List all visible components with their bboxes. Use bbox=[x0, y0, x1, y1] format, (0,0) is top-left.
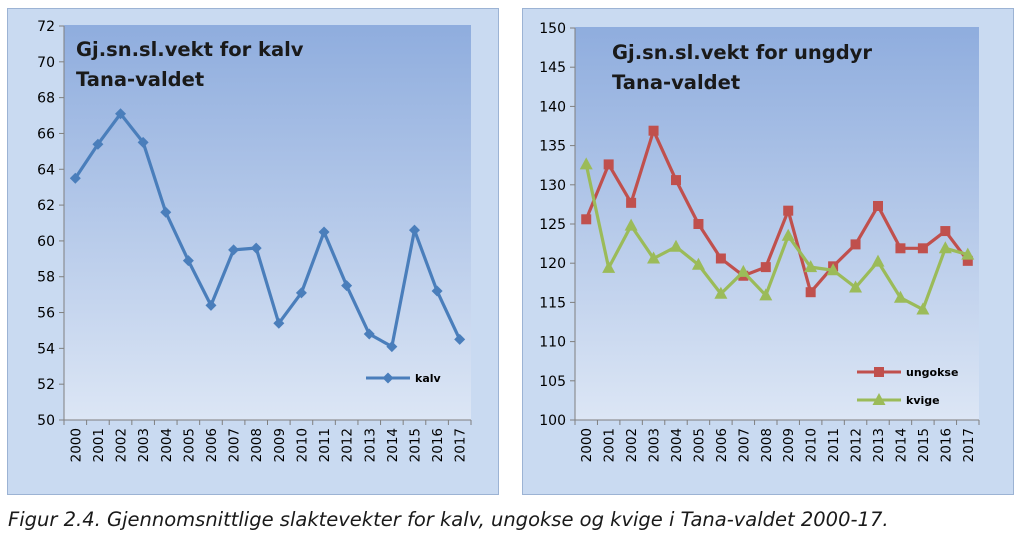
ungdyr-x-tick-label: 2015 bbox=[915, 428, 932, 463]
kalv-x-tick-label: 2014 bbox=[384, 428, 401, 463]
kalv-x-tick-label: 2005 bbox=[181, 428, 198, 463]
kalv-x-tick-label: 2013 bbox=[362, 428, 379, 463]
ungdyr-point-ungokse bbox=[604, 159, 614, 169]
kalv-x-tick-label: 2004 bbox=[158, 428, 175, 463]
kalv-x-tick-label: 2017 bbox=[452, 428, 469, 463]
kalv-x-tick-label: 2010 bbox=[294, 428, 311, 463]
ungdyr-point-ungokse bbox=[895, 243, 905, 253]
ungdyr-y-tick-label: 105 bbox=[539, 373, 566, 390]
chart-panel-ungdyr bbox=[522, 8, 1014, 495]
figure-caption: Figur 2.4. Gjennomsnittlige slaktevekter for kalv, ungokse og kvige i Tana-valdet 2000-17. bbox=[8, 508, 889, 531]
ungdyr-point-ungokse bbox=[626, 198, 636, 208]
ungdyr-x-tick-label: 2014 bbox=[893, 428, 910, 463]
kalv-x-tick-label: 2012 bbox=[339, 428, 356, 463]
ungdyr-y-tick-label: 130 bbox=[539, 177, 566, 194]
ungdyr-y-tick-label: 140 bbox=[539, 99, 566, 116]
ungdyr-x-tick-label: 2017 bbox=[960, 428, 977, 463]
ungdyr-x-tick-label: 2013 bbox=[871, 428, 887, 463]
ungdyr-x-tick-label: 2004 bbox=[669, 428, 685, 463]
kalv-y-tick-label: 72 bbox=[37, 19, 55, 35]
ungdyr-point-ungokse bbox=[806, 287, 816, 297]
ungdyr-x-tick-label: 2006 bbox=[713, 428, 730, 463]
chart-ungdyr bbox=[523, 9, 1015, 496]
ungdyr-point-ungokse bbox=[761, 262, 771, 272]
kalv-x-tick-label: 2006 bbox=[203, 428, 220, 463]
ungdyr-legend-marker-ungokse bbox=[874, 367, 884, 377]
kalv-x-tick-label: 2002 bbox=[113, 428, 130, 463]
kalv-x-tick-label: 2008 bbox=[249, 428, 266, 463]
kalv-y-tick-label: 52 bbox=[37, 377, 55, 394]
kalv-y-tick-label: 60 bbox=[37, 233, 55, 250]
ungdyr-y-tick-label: 150 bbox=[539, 21, 566, 37]
ungdyr-y-tick-label: 120 bbox=[539, 256, 566, 273]
ungdyr-x-tick-label: 2007 bbox=[736, 428, 753, 463]
kalv-x-tick-label: 2003 bbox=[136, 428, 153, 463]
ungdyr-x-tick-label: 2008 bbox=[758, 428, 775, 463]
kalv-x-tick-label: 2007 bbox=[226, 428, 243, 463]
ungdyr-point-ungokse bbox=[918, 243, 928, 253]
kalv-y-tick-label: 58 bbox=[37, 269, 55, 286]
ungdyr-x-tick-label: 2010 bbox=[803, 428, 820, 463]
kalv-title-line: Tana-valdet bbox=[76, 68, 205, 91]
kalv-legend-label-kalv: kalv bbox=[415, 372, 441, 385]
ungdyr-x-tick-label: 2003 bbox=[646, 428, 663, 463]
chart-kalv bbox=[8, 9, 500, 496]
ungdyr-legend-label-kvige: kvige bbox=[906, 394, 940, 407]
kalv-y-tick-label: 54 bbox=[37, 341, 55, 358]
ungdyr-y-tick-label: 125 bbox=[539, 217, 566, 233]
ungdyr-legend-label-ungokse: ungokse bbox=[906, 366, 959, 379]
ungdyr-point-ungokse bbox=[873, 201, 883, 211]
ungdyr-title-line: Gj.sn.sl.vekt for ungdyr bbox=[612, 41, 873, 64]
ungdyr-point-ungokse bbox=[716, 253, 726, 263]
kalv-y-tick-label: 50 bbox=[37, 413, 55, 429]
ungdyr-point-ungokse bbox=[693, 219, 703, 229]
kalv-y-tick-label: 64 bbox=[37, 162, 55, 179]
ungdyr-point-ungokse bbox=[940, 226, 950, 236]
kalv-y-tick-label: 62 bbox=[37, 198, 55, 215]
kalv-y-tick-label: 66 bbox=[37, 126, 55, 143]
ungdyr-x-tick-label: 2011 bbox=[826, 428, 843, 463]
kalv-x-tick-label: 2011 bbox=[317, 428, 334, 463]
ungdyr-y-tick-label: 145 bbox=[539, 60, 566, 77]
ungdyr-point-ungokse bbox=[581, 214, 591, 224]
ungdyr-x-tick-label: 2012 bbox=[848, 428, 865, 463]
kalv-x-tick-label: 2001 bbox=[90, 428, 107, 463]
kalv-title-line: Gj.sn.sl.vekt for kalv bbox=[76, 38, 304, 61]
ungdyr-x-tick-label: 2001 bbox=[601, 428, 618, 463]
ungdyr-point-ungokse bbox=[671, 175, 681, 185]
ungdyr-y-tick-label: 115 bbox=[539, 295, 566, 312]
chart-panel-kalv bbox=[7, 8, 499, 495]
ungdyr-x-tick-label: 2016 bbox=[938, 428, 955, 463]
ungdyr-x-tick-label: 2000 bbox=[579, 428, 596, 463]
kalv-x-tick-label: 2009 bbox=[271, 428, 288, 463]
kalv-x-tick-label: 2015 bbox=[407, 428, 424, 463]
ungdyr-x-tick-label: 2009 bbox=[781, 428, 798, 463]
ungdyr-point-ungokse bbox=[649, 126, 659, 136]
ungdyr-x-tick-label: 2005 bbox=[691, 428, 708, 463]
kalv-x-tick-label: 2000 bbox=[68, 428, 85, 463]
ungdyr-y-tick-label: 135 bbox=[539, 138, 566, 155]
ungdyr-point-ungokse bbox=[783, 206, 793, 216]
kalv-x-tick-label: 2016 bbox=[430, 428, 447, 463]
kalv-y-tick-label: 56 bbox=[37, 305, 55, 322]
kalv-y-tick-label: 70 bbox=[37, 54, 55, 71]
ungdyr-point-ungokse bbox=[851, 239, 861, 249]
ungdyr-title-line: Tana-valdet bbox=[612, 71, 741, 94]
ungdyr-y-tick-label: 110 bbox=[539, 334, 566, 351]
ungdyr-x-tick-label: 2002 bbox=[624, 428, 641, 463]
ungdyr-y-tick-label: 100 bbox=[539, 413, 566, 429]
kalv-y-tick-label: 68 bbox=[37, 90, 55, 107]
